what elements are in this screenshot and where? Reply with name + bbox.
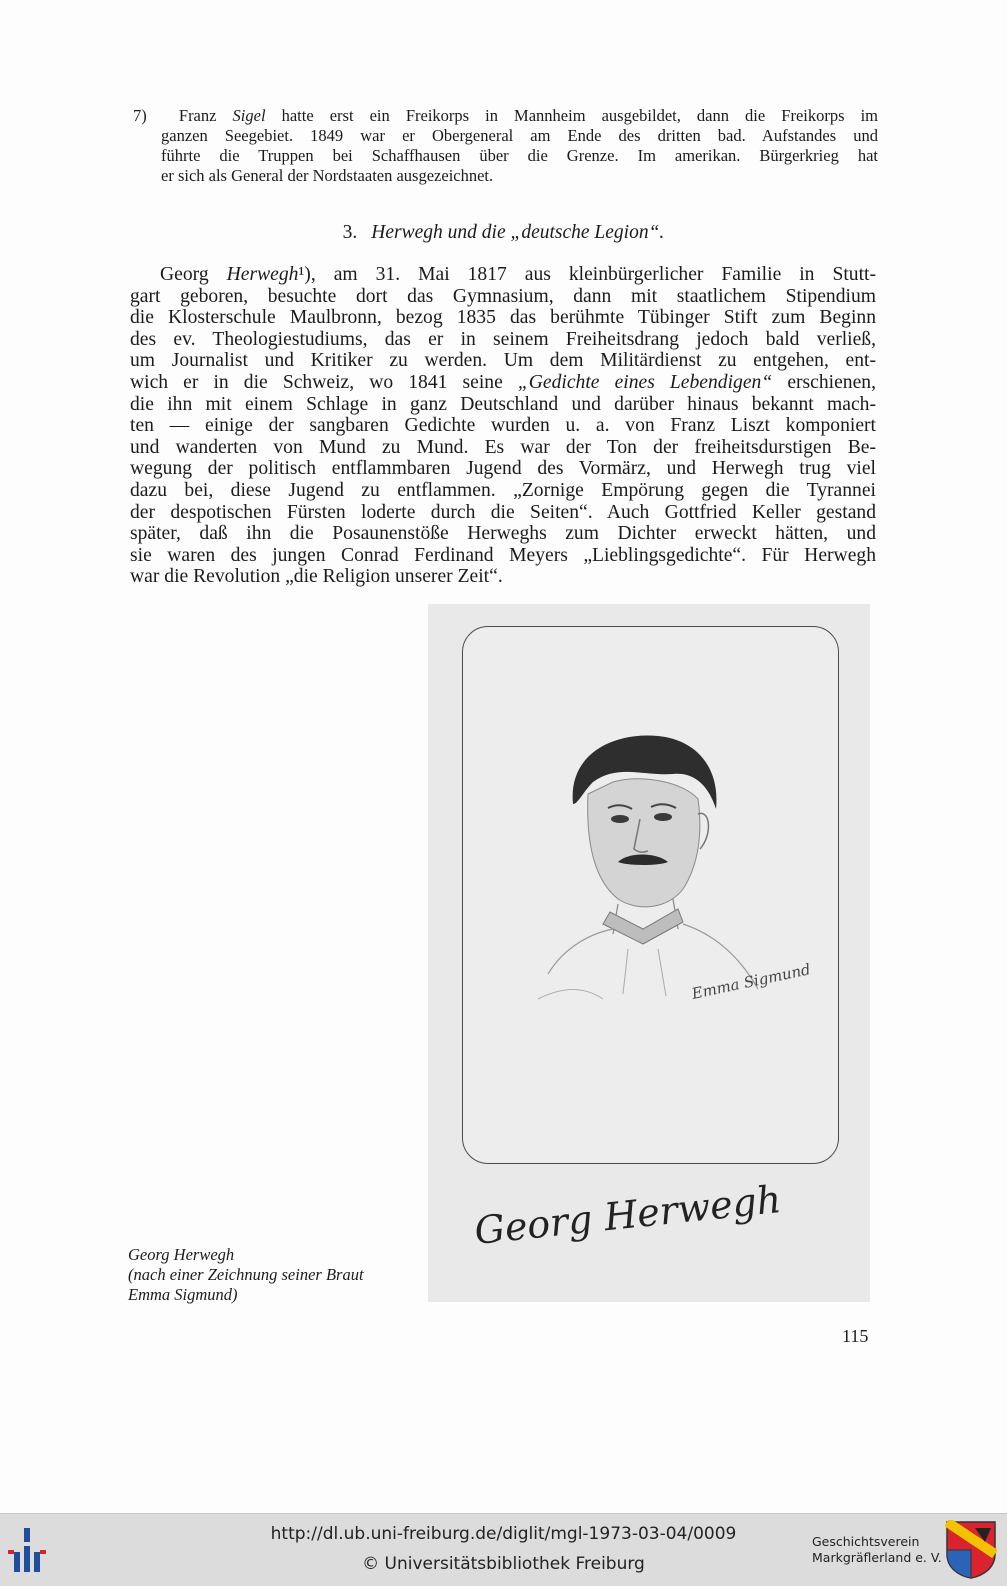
viewer-footer [0,1513,1007,1586]
copyright-notice: © Universitätsbibliothek Freiburg [362,1554,645,1574]
society-name: Geschichtsverein Markgräflerland e. V. [812,1534,942,1565]
text-line: die Klosterschule Maulbronn, bezog 1835 das berühmte Tübinger Stift zum Beginn [130,307,876,329]
footnote-line: führte die Truppen bei Schaffhausen über die Grenze. Im amerikan. Bürgerkrieg hat [161,146,878,165]
portrait-drawing [428,604,870,1302]
text-line: gart geboren, besuchte dort das Gymnasium, dann mit staatlichem Stipendium [130,285,876,307]
text-line: die ihn mit einem Schlage in ganz Deutschland und darüber hinaus bekannt mach- [130,393,876,415]
text-line: um Journalist und Kritiker zu werden. Um dem Militärdienst zu entgehen, ent- [130,350,876,372]
portrait-figure [428,604,870,1302]
footnote-line: ganzen Seegebiet. 1849 war er Obergeneral am Ende des dritten bad. Aufstandes und [161,126,878,145]
text-line: der despotischen Fürsten loderte durch die Seiten“. Auch Gottfried Keller gestand [130,501,876,523]
permalink-url[interactable]: http://dl.ub.uni-freiburg.de/diglit/mgl-1973-03-04/0009 [270,1524,737,1544]
footnote-line: er sich als General der Nordstaaten ausgezeichnet. [161,166,494,185]
text-line: später, daß ihn die Posaunenstöße Herweghs zum Dichter erweckt hätten, und [130,523,876,545]
artist-signature: Emma Sigmund [690,960,813,1003]
section-title: Herwegh und die „deutsche Legion“. [371,222,665,243]
sitter-signature: Georg Herwegh [472,1177,784,1253]
page-number: 115 [842,1326,869,1346]
figure-caption: Georg Herwegh (nach einer Zeichnung seiner Braut Emma Sigmund) [128,1245,364,1304]
section-heading [0,222,1007,244]
text-line: und wanderten von Mund zu Mund. Es war der Ton der freiheitsdurstigen Be- [130,436,876,458]
text-line: war die Revolution „die Religion unserer Zeit“. [130,566,503,588]
text-line: Georg Herwegh¹), am 31. Mai 1817 aus kleinbürgerlicher Familie in Stutt- [160,264,876,285]
text-line: wegung der politisch entflammbaren Jugend des Vormärz, und Herwegh trug viel [130,458,876,480]
footnote-7 [133,106,878,186]
text-line: ten — einige der sangbaren Gedichte wurden u. a. von Franz Liszt komponiert [130,415,876,437]
body-paragraph [130,264,876,588]
text-line: dazu bei, diese Jugend zu entflammen. „Zornige Empörung gegen die Tyrannei [130,479,876,501]
coat-of-arms-icon [945,1520,997,1580]
text-line: des ev. Theologiestudiums, das er in seinem Freiheitsdrang jedoch bald verließ, [130,328,876,350]
section-number: 3. [342,222,358,243]
text-line: wich er in die Schweiz, wo 1841 seine „Gedichte eines Lebendigen“ erschienen, [130,371,876,393]
text-line: sie waren des jungen Conrad Ferdinand Meyers „Lieblingsgedichte“. Für Herwegh [130,544,876,566]
footnote-line: 7) Franz Sigel hatte erst ein Freikorps in Mannheim ausgebildet, dann die Freikorps im [133,106,879,125]
